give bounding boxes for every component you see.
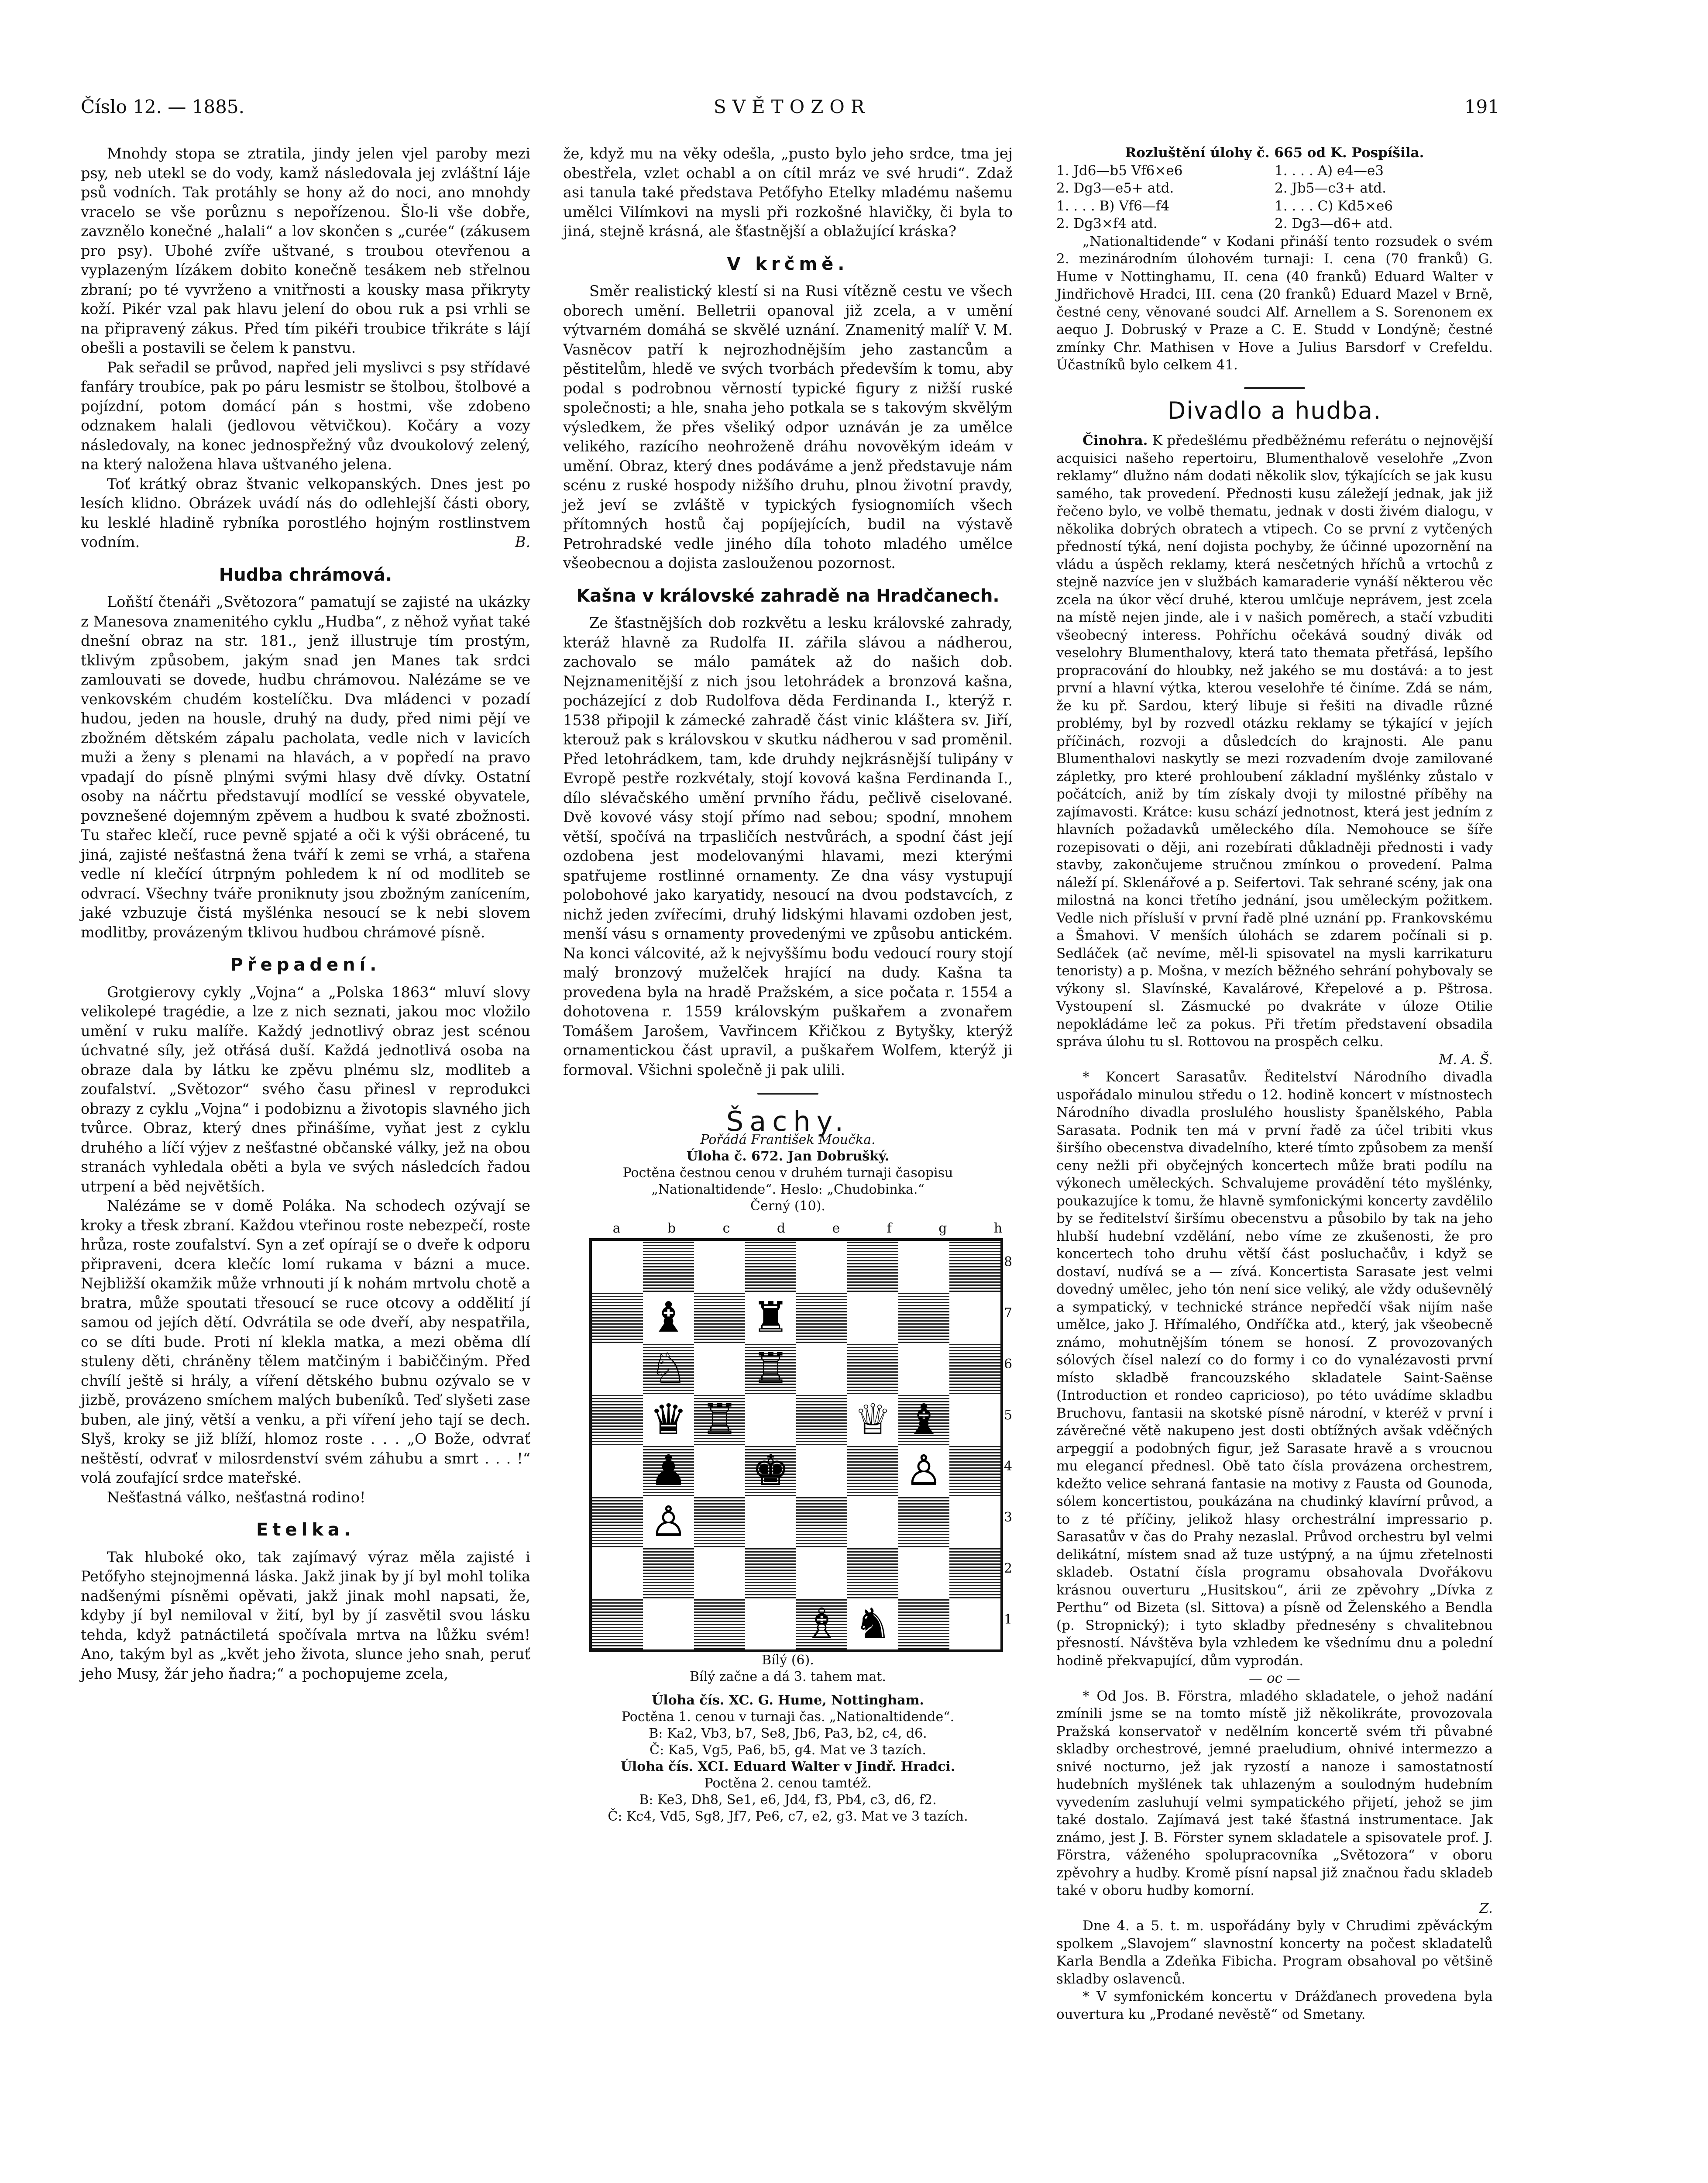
solution-row xyxy=(1056,215,1493,233)
white-label: Bílý (6). xyxy=(762,1653,814,1668)
board-square xyxy=(796,1445,847,1496)
chess-editor: Pořádá František Moučka. xyxy=(700,1132,876,1147)
paragraph-hunt-intro: Mnohdy stopa se ztratila, jindy jelen vjel paroby mezi psy, neb utekl se do vody, kamž následovala jej zvláštní láje psů vodních. Tak protáhly se hony až do noci, ano mnohdy vracelo se vše porůznu s nepořízenou. Šlo-li vše dobře, zavznělo konečné „halali“ a lov skončen s „curée“ (zákusem pro psy). Ubohé zvíře uštvané, s troubou otevřenou a vyplazeným lízákem dobito konečně tesákem neb střelnou zbraní; po té vyvrženo a vnitřnosti a kousky masa přikryty koží. Pikér vzal pak hlavu jelení do obou ruk a psi vrhli se na připravený zákus. Před tím pikéři troubice třikráte s lájí obešli a postavili se čelem k panstvu. xyxy=(81,145,530,356)
rank-label: 6 xyxy=(1004,1356,1013,1372)
board-square xyxy=(898,1496,949,1547)
heading-hudba-chramova: Hudba chrámová. xyxy=(219,565,392,585)
file-label: d xyxy=(777,1220,786,1236)
solution-move: 2. Jb5—c3+ atd. xyxy=(1275,180,1386,196)
paragraph-forster: * Od Jos. B. Förstra, mladého skladatele, o jehož nadání zmínili jsme se na tomto místě již několikráte, provozovala Pražská konservatoř v nedělním koncertě svém tři půvabné skladby orchestrové, jemné praeludium, ohnivé intermezzo a snivé nocturno, jež jak ryzostí a nanoze i samostatností hudebních myšlének tak uhlazeným a soulodným hudebním vyvedením zasluhují velmi sympatického přijetí, jehož se jim také dostalo. Zajímavá jest také šťastná instrumentace. Jak známo, jest J. B. Förster synem skladatele a spisovatele prof. J. Förstra, váženého spolupracovníka „Světozora“ v oboru zpěvohry a hudby. Kromě písní napsal již značnou řadu skladeb také v oboru hudby komorní. xyxy=(1056,1688,1493,1898)
paragraph-kasna: Ze šťastnějších dob rozkvětu a lesku královské zahrady, kteráž hlavně za Rudolfa II. zářila slávou a nádherou, zachovalo se málo památek až do našich dob. Nejznamenitější z nich jsou letohrádek a bronzová kašna, pocházející z dob Rudolfova děda Ferdinanda I., kterýž r. 1538 připojil k zámecké zahradě část vinic kláštera sv. Jiří, kterouž pak s královskou v skutku nádherou v sad proměnil. Před letohrádkem, tam, kde druhdy nejkrásnější tulipány v Evropě pestře rozkvétaly, stojí kovová kašna Ferdinanda I., dílo slévačského umění prvního řádu, pečlivě ciselované. Dvě kovové vásy stojí přímo nad sebou; spodní, mnohem větší, spočívá na trpasličích nestvůrách, a spodní část její ozdobena jest modelovanými hlavami, mezi kterými spatřujeme rostlinné ornamenty. Ze dna vásy vystupují polobohové jako karyatidy, nesoucí na dvou podstavcích, z nichž jeden zvířecími, druhý lidskými hlavami ozdoben jest, menší vásu s ornamenty provedenými ve způsobu antickém. Na konci válcovité, až k nejvyššímu bodu vedoucí roury stojí malý bronzový muželček hrající na dudy. Kašna ta provedena byla na hradě Pražském, a sice počata r. 1554 a dohotovena r. 1559 královským puškařem a zvonařem Tomášem Jarošem, Vavřincem Křičkou z Bytyšky, kterýž ornamentickou část upravil, a puškařem Wolfem, kterýž ji formoval. Všichni společně ji pak ulili. xyxy=(563,614,1013,1078)
file-label: e xyxy=(832,1220,840,1236)
problem-note-2: „Nationaltidende“. Heslo: „Chudobinka.“ xyxy=(651,1181,924,1197)
rank-label: 5 xyxy=(1004,1407,1013,1423)
chess-piece-e1: ♗ xyxy=(803,1599,841,1648)
problem-title: Úloha č. 672. Jan Dobrušký. xyxy=(686,1148,890,1164)
board-square xyxy=(847,1241,898,1292)
signature-z: Z. xyxy=(1479,1900,1493,1916)
paragraph-etelka-1: Tak hluboké oko, tak zajímavý výraz měla zajisté i Petőfyho stejnojmenná láska. Jakž jinak by jí byl mohl tolika nadšenými písněmi opěvati, jakž jinak mohl napsati, že, kdyby jí byl nemiloval v žití, byl by jí zasvětil svou lásku tehda, když patnáctiletá spočívala mrtva na lůžku svém! Ano, takým byl as „květ jeho života, slunce jeho snah, peruť jeho Musy, žár jeho ňadra;“ a pochopujeme zcela, xyxy=(81,1548,530,1682)
chess-piece-b6: ♘ xyxy=(650,1344,687,1393)
signature-mas: M. A. Š. xyxy=(1439,1051,1493,1067)
chess-piece-f5: ♕ xyxy=(854,1395,892,1444)
board-square xyxy=(694,1343,745,1394)
chess-board xyxy=(589,1238,1003,1652)
journal-title: SVĚTOZOR xyxy=(714,96,871,117)
board-ranks xyxy=(1004,1236,1012,1645)
board-square xyxy=(949,1496,1000,1547)
section-divider-2 xyxy=(1244,387,1305,389)
chess-piece-b5: ♛ xyxy=(650,1395,687,1444)
chess-piece-g4: ♙ xyxy=(905,1446,943,1495)
paragraph-drazdany: * V symfonickém koncertu v Drážďanech provedena byla ouvertura ku „Prodané nevěstě“ od Smetany. xyxy=(1056,1989,1493,2022)
chess-piece-d7: ♜ xyxy=(752,1293,790,1342)
issue-number: Číslo 12. — 1885. xyxy=(81,96,244,117)
heading-kasna: Kašna v královské zahradě na Hradčanech. xyxy=(576,585,1000,606)
board-square xyxy=(796,1241,847,1292)
solution-move: 1. . . . B) Vf6—f4 xyxy=(1056,198,1170,214)
chess-piece-d4: ♚ xyxy=(752,1446,790,1495)
file-label: c xyxy=(722,1220,730,1236)
solution-move: 1. . . . C) Kd5×e6 xyxy=(1275,198,1393,214)
paragraph-chrudim: Dne 4. a 5. t. m. uspořádány byly v Chrudimi zpěváckým spolkem „Slavojem“ slavnostní koncerty na počest skladatelů Karla Bendla a Zdeňka Fibicha. Program obsahoval po většině skladby oslavenců. xyxy=(1056,1918,1493,1987)
column-right xyxy=(1056,144,1493,2023)
board-square xyxy=(694,1241,745,1292)
chess-diagram xyxy=(567,1219,1013,1653)
rank-label: 2 xyxy=(1004,1560,1013,1576)
board-square xyxy=(949,1343,1000,1394)
board-square xyxy=(949,1445,1000,1496)
board-square xyxy=(694,1547,745,1598)
solution-row xyxy=(1056,179,1493,197)
board-square xyxy=(694,1496,745,1547)
solution-move: 2. Dg3—d6+ atd. xyxy=(1275,216,1393,231)
board-square xyxy=(694,1445,745,1496)
board-square xyxy=(694,1292,745,1343)
board-square xyxy=(643,1547,694,1598)
board-square xyxy=(796,1292,847,1343)
closing-text: Toť krátký obraz štvanic velkopanských. Dnes jest po lesích klidno. Obrázek uvádí nás do odlehlejší části obory, ku lesklé hladině rybníka porostlého hojným rostlinstvem vodním. xyxy=(81,475,530,551)
solution-move: 2. Dg3×f4 atd. xyxy=(1056,216,1158,231)
rank-label: 4 xyxy=(1004,1458,1013,1474)
file-label: b xyxy=(667,1220,676,1236)
paragraph-v-krcme: Směr realistický klestí si na Rusi vítězně cestu ve všech oborech umění. Belletrii opanoval již zcela, a v umění výtvarném domáhá se skvělé uznání. Znamenitý malíř V. M. Vasněcov patří k nejrozhodnějším jeho zastancům a pěstitelům, hledě ve svých tvorbách především k tomu, aby podal s podrobnou věrností typické figury z nižší ruské společnosti; a hle, snaha jeho potkala se s takovým skvělým výsledkem, že přes všeliký odpor uznáván je za umělce velikého, razícího neohroženě dráhu novověkým ideám v umění. Obraz, který dnes podáváme a jenž představuje nám scénu z ruské hospody nižšího druhu, plnou životní pravdy, jež jeví se zvláště v typických fysiognomiích všech přítomných hostů čaj popíjejících, budil na výstavě Petrohradské vedle jiného díla tohoto mladého umělce všeobecnou a dojista zaslouženou pozornost. xyxy=(563,282,1013,572)
board-square xyxy=(796,1547,847,1598)
paragraph-hudba: Loňští čtenáři „Světozora“ pamatují se zajisté na ukázky z Manesova znamenitého cyklu „Hudba“, z něhož vyňat také dnešní obraz na str. 181., jenž illustruje tím prostým, tklivým způsobem, jakým snad jen Manes tak srdci zamlouvati se dovede, hudbu chrámovou. Nalézáme se ve venkovském chudém kostelíčku. Dva mládenci v pozadí hudou, jeden na housle, druhý na dudy, před nimi pějí ve zbožném dětském zápalu pacholata, vedle nich v lavicích muži a ženy s plenami na hlavách, a v popředí na pravo vpadají do písně plnými svými hlasy dvě dívky. Ostatní osoby na náčrtu představují modlící se vesské obyvatele, povznešené dojemným zpěvem a hudbou k svaté zbožnosti. Tu stařec klečí, ruce pevně spjaté a oči k výši obrácené, tu jiná, zajisté nešťastná žena tváří k zemi se vrhá, a stařena vedle ní klečící útrpným pohledem k ní od modliteb se odvrací. Všechny tváře proniknuty jsou zbožným zanícením, jaké vzbuzuje čistá myšlénka nesoucí se k nebi slovem modlitby, provázeným tklivou hudbou chrámové písně. xyxy=(81,593,530,941)
board-square xyxy=(592,1343,643,1394)
solution-row xyxy=(1056,197,1493,215)
paragraph-prepadeni-1: Grotgierovy cykly „Vojna“ a „Polska 1863“ mluví slovy velikolepé tragédie, a lze z nich seznati, jakou moc vložilo umění v ruku malíře. Každý jednotlivý obraz jest scénou úchvatné síly, jež otřásá duší. Každá jednotlivá osoba na obraze dala by látku ke zpěvu plnému slz, modliteb a zoufalství. „Světozor“ svého času přinesl v reprodukci obrazy z cyklu „Vojna“ i podobiznu a životopis slavného jich tvůrce. Obraz, který dnes přinášíme, vyňat jest z cyklu druhého a líčí výjev z nešťastné občanské války, jež na obou stranách vyhledala oběti a byla ve svých následcích řadou utrpení a běd největších. xyxy=(81,983,530,1195)
heading-etelka: Etelka. xyxy=(256,1520,355,1540)
heading-divadlo-a-hudba: Divadlo a hudba. xyxy=(1167,396,1382,424)
file-label: h xyxy=(993,1220,1003,1236)
board-square xyxy=(694,1598,745,1649)
rank-label: 7 xyxy=(1004,1305,1013,1321)
cinohra-label: Činohra. xyxy=(1083,433,1148,448)
board-files xyxy=(589,1219,1026,1239)
chess-piece-b7: ♝ xyxy=(650,1293,687,1342)
board-square xyxy=(847,1445,898,1496)
board-square xyxy=(745,1547,796,1598)
board-square xyxy=(796,1343,847,1394)
paragraph-hunt-closing xyxy=(81,475,530,552)
cinohra-text: K předešlému předběžnému referátu o nejnovější acquisici našeho repertoiru, Blumenthalově veselohře „Zvon reklamy“ dlužno nám dodati několik slov, týkajících se jak kusu samého, tak provedení. Přednosti kusu záležejí jednak, jak již řečeno bylo, ve volbě thematu, jednak v dosti živém dialogu, v několika dobrých obratech a vtipech. Co se první z vytčených předností týká, není dojista pochyby, že účinné upozornění na vládu a úspěch reklamy, která nesčetných hříchů a vrtochů z stejně nazvíce jen v službách kamaraderie vynáší některou věc zcela na úkor věcí druhé, kterou umlčuje neprávem, jest zcela na místě nejen jinde, ale i v našich poměrech, a stačí vzbuditi všeobecný interess. Pohříchu očekává soudný divák od veselohry Blumenthalovy, která tato themata přetřásá, lepšího propracování do hloubky, než jakého se mu dostává: a to jest první a hlavní výtka, kterou veselohře té činíme. Zdá se nám, že ku př. Sardou, který libuje si řešiti na divadle různé problémy, byl by rozvedl otázku reklamy se týkající v jejích příčinách, rozvoji a důsledcích do krajnosti. Ale panu Blumenthalovi naskytly se mezi rozvadením dvoje zamilované zápletky, pro které prohloubení základní myšlénky zůstalo v počátcích, aniž by tím získaly dvoji ty milostné příběhy na zajímavosti. Krátce: kusu schází jednotnost, která jest jedním z hlavních požadavků uměleckého díla. Nemohouce se šíře rozepisovati o ději, ani rozebírati důkladněji přednosti i vady stavby, zakončujeme stručnou zmínkou o provedení. Palma náleží pí. Sklenářové a p. Seifertovi. Tak sehrané scény, jak ona milostná na konci třetího jednání, jsou uměleckým požitkem. Vedle nich přísluší v první řadě plné uznání pp. Frankovskému a Šmahovi. V menších úlohách se zdarem počínali si p. Sedláček (ač nevíme, měl-li spisovatel na mysli karrikaturu tenoristy) a p. Mošna, v mezích běžného sehrání pohybovaly se výkony sl. Slavínské, Kavalárové, Křepelové a p. Pštrosa. Vystoupení sl. Zásmucké po dvakráte v úloze Otilie nepokládáme leč za pokus. Při třetím představení obsadila správa úlohu tu sl. Rottovou na prospěch celku. xyxy=(1056,433,1493,1050)
rank-label: 3 xyxy=(1004,1509,1013,1525)
board-square xyxy=(745,1598,796,1649)
board-square xyxy=(592,1598,643,1649)
board-square xyxy=(796,1496,847,1547)
chess-piece-g5: ♝ xyxy=(905,1395,943,1444)
paragraph-prepadeni-2: Nalézáme se v domě Poláka. Na schodech ozývají se kroky a třesk zbraní. Každou vteřinou roste nebezpečí, roste hrůza, roste zoufalství. Syn a zeť opírají se o dveře k odporu připraveni, dcera klečíc lomí rukama v bázni a muce. Nejbližší okamžik může vrhnouti jí k nohám mrtvolu chotě a bratra, může spoutati třesoucí se ruce otcovy a oddělití jí samou od jejích dětí. Odvrátila se ode dveří, aby nespatřila, co se díti bude. Proti ní klekla matka, a mezi oběma dlí stuleny děti, chráněny tělem matčiným i babiččiným. Před chvílí ještě si hrály, a víření dětského bubnu ozývalo se v jizbě, provázeno smíchem malých bubeníků. Teď slyšeti zase buben, ale jiný, větší a venku, a při víření jeho tají se dech. Slyš, kroky se již blíží, hlomoz roste . . . „O Bože, odvrať neštěstí, odvrať v milosrdenství svém záhubu a smrt . . . !“ volá zoufající srdce mateřské. xyxy=(81,1197,530,1486)
board-square xyxy=(643,1241,694,1292)
rank-label: 8 xyxy=(1004,1254,1013,1270)
chess-piece-f1: ♞ xyxy=(854,1599,892,1648)
board-square xyxy=(847,1496,898,1547)
chess-piece-b3: ♙ xyxy=(650,1497,687,1546)
file-label: g xyxy=(938,1220,947,1236)
solution-move: 1. . . . A) e4—e3 xyxy=(1275,162,1384,179)
problem-xc-note: Poctěna 1. cenou v turnaji čas. „Nationaltidende“. xyxy=(621,1709,955,1725)
board-square xyxy=(745,1496,796,1547)
file-label: a xyxy=(612,1220,621,1236)
signature-b: B. xyxy=(515,534,530,551)
board-square xyxy=(847,1292,898,1343)
paragraph-hunt-parade: Pak seřadil se průvod, napřed jeli myslivci s psy střídavé fanfáry troubíce, pak po páru lesmistr se štolbou, štolbové a pojízdní, potom domácí pán s hostmi, vše zdobeno odznakem halali (jedlovou větvičkou). Kočáry a vozy následovaly, na konec jednospřežný vůz dvoukolový zelený, na který naložena hlava uštvaného jelena. xyxy=(81,358,530,473)
board-square xyxy=(949,1547,1000,1598)
solution-move: 1. Jd6—b5 Vf6×e6 xyxy=(1056,162,1183,179)
board-square xyxy=(745,1394,796,1445)
paragraph-etelka-2: že, když mu na věky odešla, „pusto bylo jeho srdce, tma jej obestřela, vzlet ochabl a on cítil mráz ve své hrudi“. Zdaž asi tanula také představa Petőfyho Etelky mladému našemu umělci Vilímkovi na mysli při rozkošné hlavičky, či byla to jiná, stejně krásná, ale šťastnější a oblažující kráska? xyxy=(563,145,1013,240)
page-header xyxy=(81,96,1499,122)
paragraph-cinohra xyxy=(1056,432,1493,1051)
solution-move: 2. Dg3—e5+ atd. xyxy=(1056,180,1174,196)
board-square xyxy=(898,1343,949,1394)
heading-v-krcme: V krčmě. xyxy=(727,254,849,274)
chess-piece-b4: ♟ xyxy=(650,1446,687,1495)
chess-piece-c5: ♖ xyxy=(701,1395,739,1444)
problem-xci-note: Poctěna 2. cenou tamtéž. xyxy=(704,1776,872,1791)
problem-xci-white: B: Ke3, Dh8, Se1, e6, Jd4, f3, Pb4, c3, d6, f2. xyxy=(639,1792,937,1808)
board-square xyxy=(898,1598,949,1649)
column-middle xyxy=(563,144,1013,1825)
board-square xyxy=(592,1241,643,1292)
board-square xyxy=(949,1292,1000,1343)
problem-xc-white: B: Ka2, Vb3, b7, Se8, Jb6, Pa3, b2, c4, d6. xyxy=(649,1726,927,1741)
file-label: f xyxy=(887,1220,892,1236)
paragraph-koncert: * Koncert Sarasatův. Ředitelství Národního divadla uspořádalo minulou středu o 12. hodině koncert v místnostech Národního divadla proslulého houslisty španělského, Pabla Sarasata. Podnik ten má v první řadě za účel tribiti vkus širšího obecenstva divadelního, které tímto způsobem za menší ceny nežli při obyčejných koncertech může brati podílu na výkonech uměleckých. Schvalujeme provádění této myšlénky, poukazujíce k tomu, že hlavně symfonickými koncerty zavdělilo by se ředitelství širšímu obecenstvu a působilo by tak na jeho hlubší hudební vzdělání, nebo víme ze zkušenosti, že pro koncertech toho druhu větší část posluchačův, i když se dostaví, nudívá se a — zívá. Koncertista Sarasate jest velmi dovedný umělec, jeho tón není sice veliký, ale vždy oduševnělý a sympatický, v technické stránce nepředčí však nijím naše umělce, jako J. Hřímalého, Ondříčka atd., který, jak všeobecně známo, mohutnějším tónem se honosí. Z provozovaných sólových čísel nalezí co do formy i co do vynalézavosti první místo skladbě francouzského skladatele Saint-Saënse (Introduction et rondeo capricioso), po této uvádíme skladbu Bruchovu, fantasii na skotské písně národní, v kteréž v první i závěrečné větě nakupeno jest dosti obtížných avšak vděčných arpeggií a podobných figur, jež Sarasate hravě a s vroucnou mu elegancí přednesl. Obě tato čísla provázena orchestrem, kdežto velice sehraná fantasie na motivy z Fausta od Gounoda, sólem koncertistou, poukázána na chudinký klavírní průvod, a to z té příčiny, jelikož hlasy orchestrální impressario p. Sarasatův v čas do Prahy nezaslal. Průvod orchestru byl velmi delikátní, místem snad až tuze ustýpný, a na újmu zřetelnosti skladeb. Ostatní čísla programu obsahovala Dvořákovu krásnou ouverturu „Husitskou“, árii ze zpěvohry „Dívka z Perthu“ od Bizeta (sl. Sittova) a písně od Želenského a Bendla (p. Stropnický); i tyto skladby přednesény s chvalitebnou přesností. Návštěva byla vzhledem ke všednímu dnu a polední hodině překvapující, dům vyprodán. xyxy=(1056,1069,1493,1669)
section-divider xyxy=(757,1093,818,1095)
solution-table xyxy=(1056,162,1493,233)
board-square xyxy=(592,1394,643,1445)
board-square xyxy=(643,1598,694,1649)
board-square xyxy=(592,1292,643,1343)
page-number: 191 xyxy=(1464,96,1499,117)
board-square xyxy=(898,1241,949,1292)
board-square xyxy=(898,1292,949,1343)
board-square xyxy=(949,1598,1000,1649)
column-left xyxy=(81,144,530,1684)
problem-xc-black: Č: Ka5, Vg5, Pa6, b5, g4. Mat ve 3 tazích. xyxy=(650,1742,926,1758)
problem-xci-black: Č: Kc4, Vd5, Sg8, Jf7, Pe6, c7, e2, g3. Mat ve 3 tazích. xyxy=(608,1809,968,1824)
paragraph-nationaltidende: „Nationaltidende“ v Kodani přináší tento rozsudek o svém 2. mezinárodním úlohovém turnaji: I. cena (70 franků) G. Hume v Nottinghamu, II. cena (40 franků) Eduard Walter v Jindřichově Hradci, III. cena (20 franků) Eduard Mazel v Brně, čestné ceny, věnované soudci Alf. Arnellem a S. Sorenonem ex aequo J. Dobruský v Praze a C. E. Studd v Londýně; čestné zmínky Chr. Mathisen v Hove a Julius Barsdorf v Crefeldu. Účastníků bylo celkem 41. xyxy=(1056,233,1493,373)
signature-oc: — oc — xyxy=(1249,1670,1300,1686)
board-square xyxy=(796,1394,847,1445)
rank-label: 1 xyxy=(1004,1611,1013,1627)
solution-row xyxy=(1056,162,1493,180)
heading-prepadeni: Přepadení. xyxy=(230,955,381,975)
mate-instruction: Bílý začne a dá 3. tahem mat. xyxy=(690,1669,886,1684)
solution-title: Rozluštění úlohy č. 665 od K. Pospíšila. xyxy=(1125,145,1424,161)
board-square xyxy=(592,1445,643,1496)
board-square xyxy=(745,1241,796,1292)
problem-note-1: Poctěna čestnou cenou v druhém turnaji časopisu xyxy=(622,1165,953,1181)
problem-xc-title: Úloha čís. XC. G. Hume, Nottingham. xyxy=(652,1693,924,1708)
board-square xyxy=(898,1547,949,1598)
paragraph-prepadeni-3: Nešťastná válko, nešťastná rodino! xyxy=(107,1488,366,1506)
chess-title: Šachy. xyxy=(726,1105,850,1137)
board-square xyxy=(847,1547,898,1598)
board-square xyxy=(592,1496,643,1547)
board-square xyxy=(592,1547,643,1598)
black-label: Černý (10). xyxy=(750,1198,825,1214)
problem-xci-title: Úloha čís. XCI. Eduard Walter v Jindř. Hradci. xyxy=(620,1759,955,1774)
board-square xyxy=(847,1343,898,1394)
board-square xyxy=(949,1394,1000,1445)
board-square xyxy=(949,1241,1000,1292)
chess-piece-d6: ♖ xyxy=(752,1344,790,1393)
